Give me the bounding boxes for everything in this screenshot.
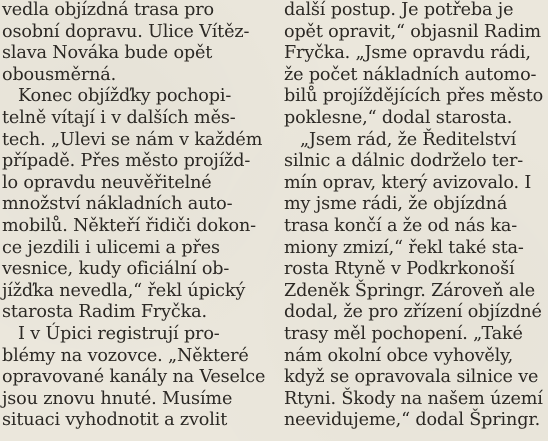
text-line: osobní dopravu. Ulice Vítěz- (2, 21, 250, 42)
text-line: Rtyni. Škody na našem území (284, 388, 543, 409)
text-line: blémy na vozovce. „Některé (2, 345, 249, 366)
text-line: vesnice, kudy oficiální ob- (2, 259, 230, 280)
text-line: Zdeněk Špringr. Zároveň ale (284, 280, 535, 301)
text-line: lo opravdu neuvěřitelné (2, 172, 212, 193)
text-line: slava Nováka bude opět (2, 43, 213, 64)
text-line: trasa končí a že od nás ka- (284, 215, 518, 236)
text-line: bilů projíždějících přes město (284, 86, 544, 107)
text-line: opravované kanály na Veselce (2, 367, 266, 388)
text-line: trasy měl pochopení. „Také (284, 323, 523, 344)
text-line: silnic a dálnic dodrželo ter- (284, 151, 524, 172)
text-line: opět opravit,“ objasnil Radim (284, 21, 541, 42)
text-line: starosta Radim Fryčka. (2, 302, 207, 323)
text-line: mín oprav, který avizovalo. I (284, 172, 532, 193)
text-line: jsou znovu hnuté. Musíme (2, 388, 233, 409)
text-line: poklesne,“ dodal starosta. (284, 107, 513, 128)
text-line: mobilů. Někteří řidiči dokon- (2, 215, 256, 236)
text-line: ce jezdili i ulicemi a přes (2, 237, 220, 258)
text-line: množství nákladních auto- (2, 194, 233, 215)
text-line: telně vítají i v dalších měs- (2, 107, 236, 128)
text-line: neevidujeme,“ dodal Špringr. (284, 410, 541, 431)
text-line: vedla objízdná trasa pro (2, 0, 214, 20)
text-line: Fryčka. „Jsme opravdu rádi, (284, 43, 531, 64)
article-column-right (284, 0, 546, 432)
text-line: dodal, že pro zřízení objízdné (284, 302, 542, 323)
text-line: miony zmizí,“ řekl také sta- (284, 237, 524, 258)
paragraph-start-line: „Jsem rád, že Ředitelství (300, 129, 517, 150)
text-line: když se opravovala silnice ve (284, 367, 539, 388)
text-line: my jsme rádi, že objízdná (284, 194, 508, 215)
text-line: obousměrná. (2, 64, 117, 85)
text-line: tech. „Ulevi se nám v každém (2, 129, 263, 150)
text-line: jížďka nevedla,“ řekl úpický (2, 280, 246, 301)
text-line: situaci vyhodnotit a zvolit (2, 410, 228, 431)
text-line: případě. Přes město projížd- (2, 151, 251, 172)
text-line: rosta Rtyně v Podkrkonoší (284, 259, 515, 280)
article-column-left (2, 0, 266, 432)
paragraph-start-line: I v Úpici registrují pro- (18, 323, 220, 344)
text-line: další postup. Je potřeba je (284, 0, 514, 20)
text-line: nám okolní obce vyhověly, (284, 345, 514, 366)
text-line: že počet nákladních automo- (284, 64, 537, 85)
paragraph-start-line: Konec objížďky pochopi- (18, 86, 232, 107)
